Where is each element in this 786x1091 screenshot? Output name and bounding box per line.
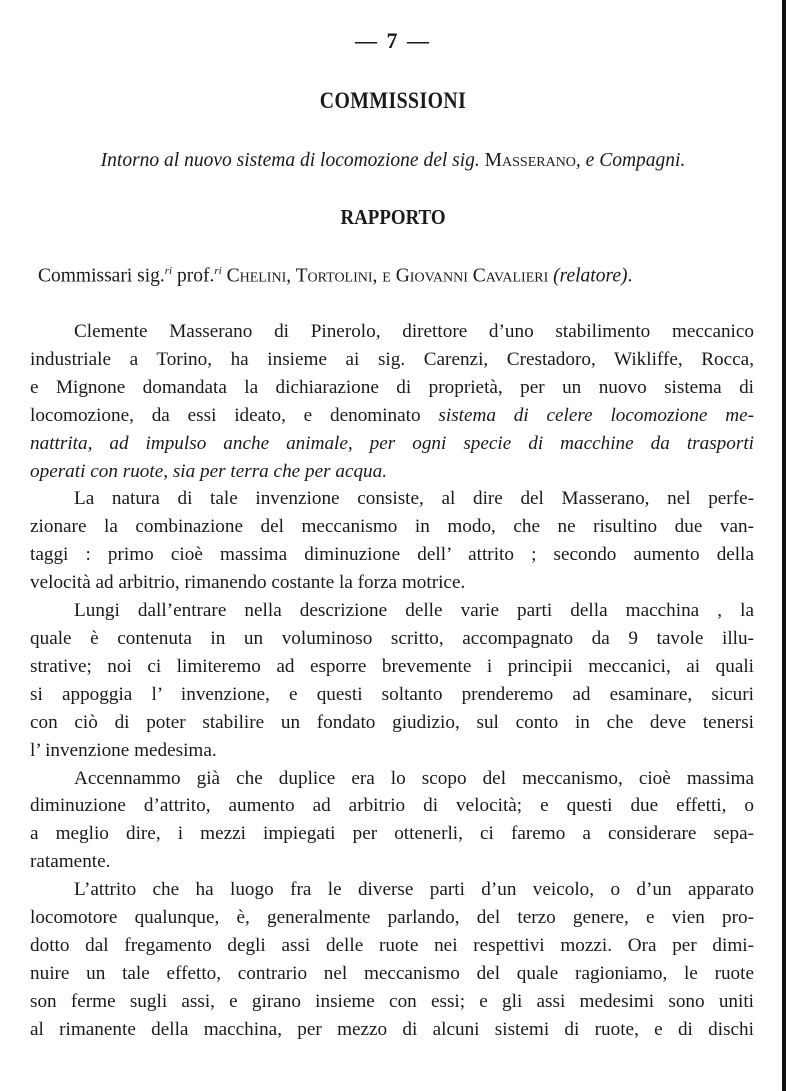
text-line: taggi : primo cioè massima diminuzione dell’ attrito ; secondo aumento della — [30, 544, 754, 566]
text-line — [30, 402, 754, 430]
page-title: COMMISSIONI — [319, 88, 467, 113]
text-line: l’ invenzione medesima. — [30, 739, 217, 761]
text-line: dotto dal fregamento degli assi delle ruote nei respettivi mozzi. Ora per dimi- — [30, 934, 754, 956]
commissari-sup2: ri — [214, 265, 222, 277]
text-line: con ciò di poter stabilire un fondato giudizio, sul conto in che deve tenersi — [30, 711, 754, 733]
text-line: a meglio dire, i mezzi impiegati per ottenerli, ci faremo a considerare sepa- — [30, 823, 754, 845]
text-line: si appoggia l’ invenzione, e questi soltanto prenderemo ad esaminare, sicuri — [30, 683, 754, 705]
text-line: al rimanente della macchina, per mezzo di alcuni sistemi di ruote, e di dischi — [30, 1018, 754, 1040]
text-line: operati con ruote, sia per terra che per acqua. — [30, 460, 388, 482]
text-line: Lungi dall’entrare nella descrizione delle varie parti della macchina , la — [74, 600, 754, 622]
text-line: nattrita, ad impulso anche animale, per ogni specie di macchine da trasporti — [30, 432, 754, 454]
text-line: industriale a Torino, ha insieme ai sig. Carenzi, Crestadoro, Wikliffe, Rocca, — [30, 348, 754, 370]
commissari-sup1: ri — [164, 265, 173, 277]
subtitle-name: Masserano — [484, 150, 576, 171]
text-line: zionare la combinazione del meccanismo in modo, che ne risultino due van- — [30, 516, 754, 538]
commissari-pre: Commissari sig. — [38, 265, 165, 287]
text-line: diminuzione d’attrito, aumento ad arbitrio di velocità; e questi due effetti, o — [30, 795, 754, 817]
text-line: velocità ad arbitrio, rimanendo costante la forza motrice. — [30, 572, 466, 594]
text-line: e Mignone domandata la dichiarazione di proprietà, per un nuovo sistema di — [30, 376, 754, 398]
commissari-role: (relatore) — [553, 265, 628, 287]
text-line-part: locomozione, da essi ideato, e denominato — [30, 404, 439, 426]
text-line: ratamente. — [30, 851, 111, 873]
subtitle-pre: Intorno al nuovo sistema di locomozione del sig. — [100, 150, 485, 171]
text-line: nuire un tale effetto, contrario nel meccanismo del quale ragioniamo, le ruote — [30, 962, 754, 984]
text-line: quale è contenuta in un voluminoso scritto, accompagnato da 9 tavole illu- — [30, 627, 754, 649]
subtitle — [0, 150, 786, 172]
commissari-mid: prof. — [172, 265, 215, 287]
text-line: son ferme sugli assi, e girano insieme con essi; e gli assi medesimi sono uniti — [30, 990, 754, 1012]
paragraph-3 — [30, 597, 754, 764]
paragraph-5 — [30, 876, 754, 1043]
text-line: Accennammo già che duplice era lo scopo del meccanismo, cioè massima — [74, 767, 754, 789]
commissari-names: Chelini, Tortolini, e Giovanni Cavalieri — [221, 265, 554, 287]
page-number: — 7 — — [355, 28, 431, 53]
text-line-italic-part: sistema di celere locomozione me- — [438, 404, 755, 426]
text-line: Clemente Masserano di Pinerolo, direttore d’uno stabilimento meccanico — [74, 321, 754, 342]
section-heading: RAPPORTO — [340, 205, 446, 229]
paragraph-1 — [30, 318, 754, 485]
commissari-end: . — [627, 265, 633, 287]
body-text — [30, 318, 754, 1044]
text-line: strative; noi ci limiteremo ad esporre brevemente i principii meccanici, ai quali — [30, 655, 754, 677]
text-line: La natura di tale invenzione consiste, al dire del Masserano, nel perfe- — [74, 488, 754, 510]
commissioners-line — [38, 265, 758, 288]
text-line: locomotore qualunque, è, generalmente parlando, del terzo genere, e vien pro- — [30, 907, 754, 929]
paragraph-4 — [30, 765, 754, 877]
paragraph-2 — [30, 485, 754, 597]
text-line: L’attrito che ha luogo fra le diverse parti d’un veicolo, o d’un apparato — [74, 879, 754, 901]
subtitle-post: , e Compagni. — [575, 150, 686, 171]
